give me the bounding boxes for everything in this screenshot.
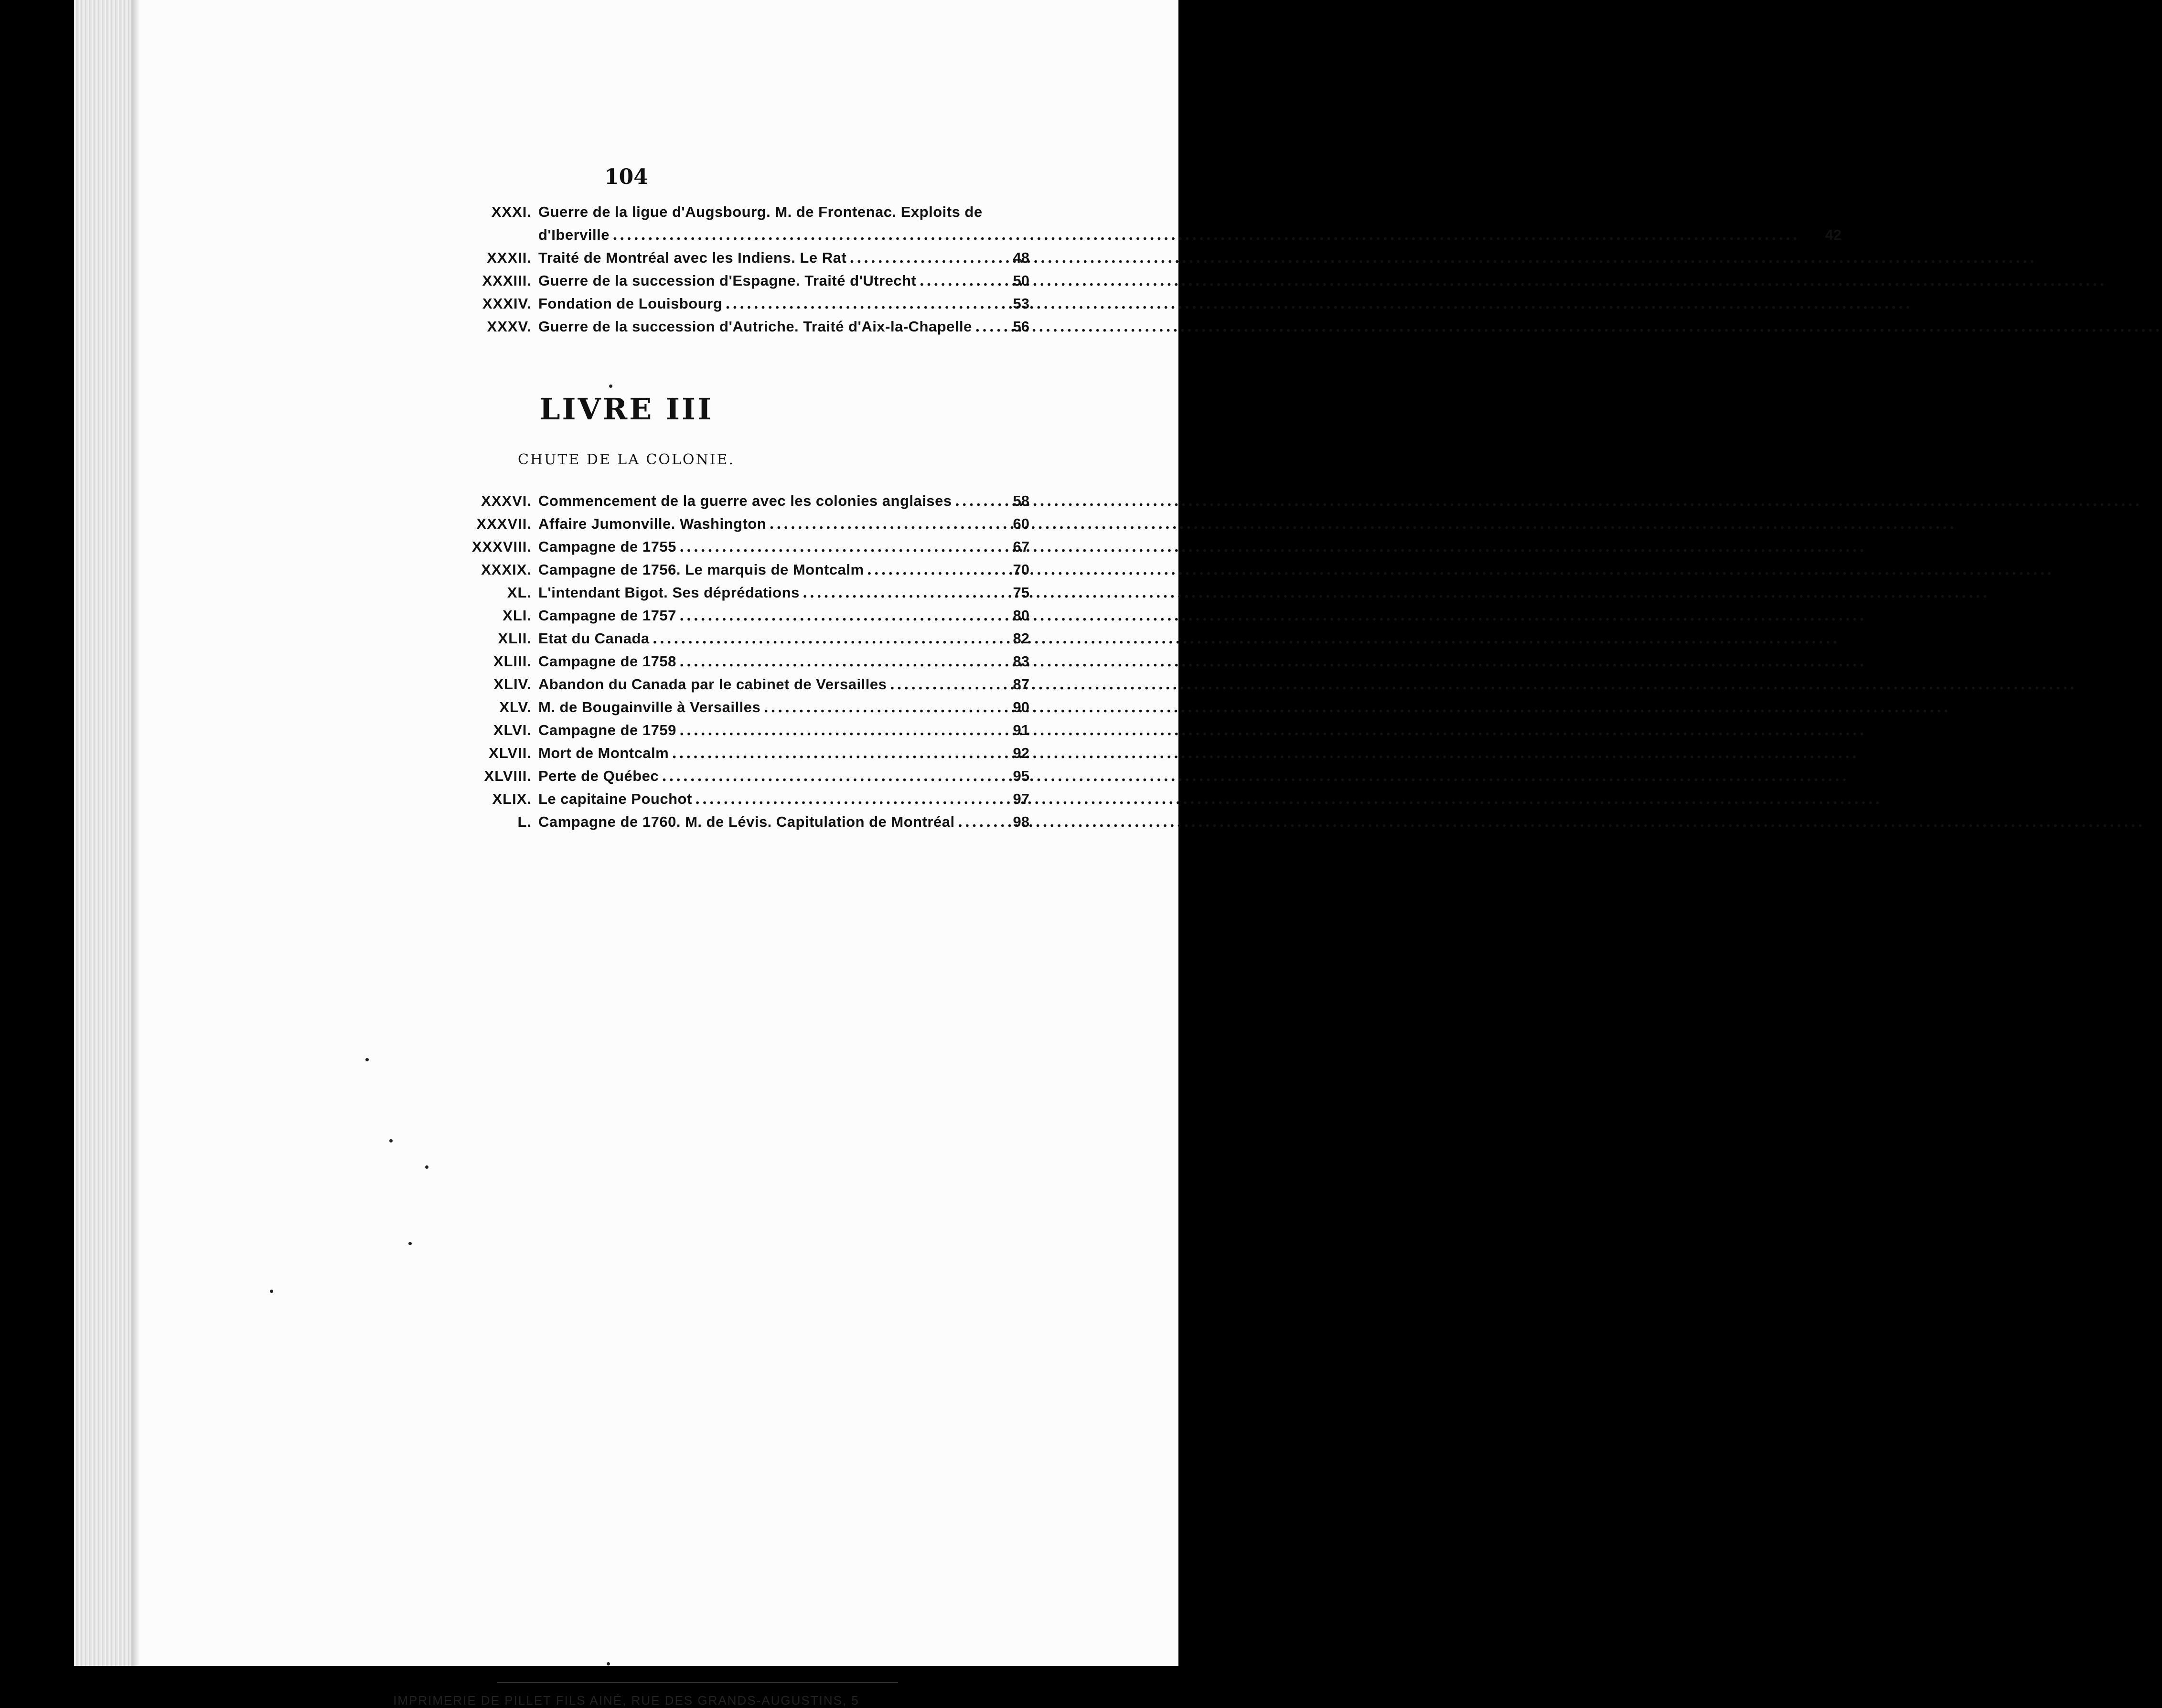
ink-speck [607, 1662, 610, 1665]
chapter-title-line [538, 224, 1808, 246]
chapter-title-wrap [538, 535, 996, 558]
table-of-contents-part-1 [408, 201, 1842, 338]
toc-entry [408, 246, 1029, 269]
toc-entry [408, 604, 1029, 627]
page-reference: 87 [1013, 676, 1029, 693]
chapter-number: XXXI. [491, 203, 532, 220]
chapter-title: L'intendant Bigot. Ses déprédations [538, 584, 800, 601]
document-page [74, 0, 1842, 1708]
ink-speck [408, 1242, 412, 1245]
printer-footer: IMPRIMERIE DE PILLET FILS AINÉ, RUE DES GRANDS-AUGUSTINS, 5 [393, 1693, 859, 1708]
leader-dots [695, 788, 1882, 811]
leader-dots [769, 512, 1956, 535]
chapter-title-wrap [538, 558, 996, 581]
toc-entry [408, 673, 1029, 696]
chapter-title: M. de Bougainville à Versailles [538, 699, 761, 715]
toc-entry [408, 201, 1842, 246]
chapter-title: Campagne de 1759 [538, 722, 676, 738]
chapter-number: XXXVII. [476, 515, 532, 532]
leader-dots [867, 558, 2054, 581]
chapter-title: Campagne de 1760. M. de Lévis. Capitulation de Montréal [538, 813, 955, 830]
page-reference: 90 [1013, 699, 1029, 715]
chapter-number: XXXVI. [481, 492, 532, 509]
page-content [74, 0, 1842, 1708]
page-number: 104 [604, 165, 648, 189]
leader-dots [653, 627, 1840, 650]
chapter-title: Etat du Canada [538, 630, 650, 647]
chapter-title: Guerre de la ligue d'Augsbourg. M. de Frontenac. Exploits de [538, 203, 983, 220]
chapter-number: L. [517, 813, 532, 830]
leader-dots [662, 765, 1849, 788]
chapter-title-wrap [538, 765, 996, 788]
chapter-title-wrap [538, 246, 996, 269]
page-reference: 50 [1013, 272, 1029, 289]
leader-dots [803, 581, 1990, 604]
toc-entry [408, 627, 1029, 650]
chapter-title-wrap [538, 292, 996, 315]
page-reference: 67 [1013, 538, 1029, 555]
chapter-title-line [538, 201, 1808, 224]
page-reference: 95 [1013, 768, 1029, 784]
chapter-title: Mort de Montcalm [538, 745, 669, 761]
toc-entry [408, 811, 1029, 833]
chapter-title: Abandon du Canada par le cabinet de Versailles [538, 676, 887, 693]
page-reference: 80 [1013, 607, 1029, 624]
chapter-number: XLVI. [493, 722, 532, 738]
leader-dots [679, 719, 1866, 742]
chapter-title-block [538, 201, 1808, 246]
leader-dots [672, 742, 1859, 765]
chapter-title-wrap [538, 673, 996, 696]
chapter-number: XLIII. [493, 653, 532, 670]
chapter-number: XLIX. [492, 790, 532, 807]
chapter-number: XXXII. [487, 249, 532, 266]
chapter-number: XXXIII. [482, 272, 532, 289]
leader-dots [679, 650, 1866, 673]
page-reference: 42 [1825, 226, 1842, 243]
page-reference: 48 [1013, 249, 1029, 266]
chapter-number: XL. [507, 584, 532, 601]
chapter-title: Fondation de Louisbourg [538, 295, 723, 312]
page-ref-wrap [1808, 201, 1841, 246]
chapter-title-wrap [538, 512, 996, 535]
chapter-number: XXXVIII. [471, 538, 532, 555]
toc-entry [408, 719, 1029, 742]
chapter-title-wrap [538, 269, 996, 292]
toc-entry [408, 512, 1029, 535]
chapter-title: Commencement de la guerre avec les colonies anglaises [538, 492, 952, 509]
ink-speck [270, 1290, 273, 1293]
leader-dots [919, 269, 2106, 292]
toc-entry [408, 315, 1029, 338]
chapter-number: XXXV. [487, 318, 532, 335]
page-reference: 98 [1013, 813, 1029, 830]
leader-dots [889, 673, 2076, 696]
leader-dots [725, 292, 1912, 315]
chapter-number: XXXIX. [481, 561, 532, 578]
chapter-title: Perte de Québec [538, 768, 659, 784]
leader-dots [958, 811, 2145, 833]
leader-dots [679, 535, 1866, 558]
chapter-title: Guerre de la succession d'Autriche. Traité d'Aix-la-Chapelle [538, 318, 972, 335]
leader-dots [612, 224, 1799, 246]
chapter-title-wrap [538, 490, 996, 512]
chapter-title: Traité de Montréal avec les Indiens. Le Rat [538, 249, 847, 266]
chapter-title-wrap [538, 627, 996, 650]
toc-entry [408, 490, 1029, 512]
chapter-title: Campagne de 1755 [538, 538, 676, 555]
page-reference: 92 [1013, 745, 1029, 761]
toc-entry [408, 269, 1029, 292]
page-reference: 58 [1013, 492, 1029, 509]
leader-dots [975, 315, 2162, 338]
chapter-number: XLVIII. [484, 768, 532, 784]
leader-dots [955, 490, 2142, 512]
chapter-number: XLV. [499, 699, 532, 715]
chapter-number: XLII. [498, 630, 532, 647]
page-reference: 75 [1013, 584, 1029, 601]
chapter-title-wrap [538, 719, 996, 742]
ink-speck [425, 1165, 428, 1169]
chapter-title: Affaire Jumonville. Washington [538, 515, 767, 532]
ink-speck [389, 1139, 393, 1142]
chapter-title-wrap [538, 315, 996, 338]
page-reference: 91 [1013, 722, 1029, 738]
ink-speck [609, 384, 612, 388]
leader-dots [763, 696, 1950, 719]
page-reference: 70 [1013, 561, 1029, 578]
toc-entry [408, 650, 1029, 673]
table-of-contents-part-2 [408, 490, 1029, 833]
book-heading: LIVRE III [539, 392, 714, 427]
chapter-title-wrap [538, 696, 996, 719]
toc-entry [408, 742, 1029, 765]
chapter-title: d'Iberville [538, 226, 610, 243]
chapter-title: Campagne de 1758 [538, 653, 676, 670]
chapter-title-wrap [538, 604, 996, 627]
chapter-number: XXXIV. [482, 295, 532, 312]
book-subheading: CHUTE DE LA COLONIE. [517, 451, 735, 468]
chapter-number: XLIV. [493, 676, 532, 693]
page-reference: 53 [1013, 295, 1029, 312]
page-reference: 60 [1013, 515, 1029, 532]
chapter-title: Campagne de 1756. Le marquis de Montcalm [538, 561, 864, 578]
chapter-title-wrap [538, 581, 996, 604]
toc-entry [408, 292, 1029, 315]
toc-entry [408, 696, 1029, 719]
toc-entry [408, 558, 1029, 581]
leader-dots [679, 604, 1866, 627]
chapter-title-wrap [538, 788, 996, 811]
page-reference: 97 [1013, 790, 1029, 807]
toc-entry [408, 788, 1029, 811]
chapter-number: XLI. [503, 607, 532, 624]
footer-rule [497, 1682, 898, 1683]
chapter-title-wrap [538, 650, 996, 673]
toc-entry [408, 535, 1029, 558]
page-reference: 82 [1013, 630, 1029, 647]
chapter-title: Campagne de 1757 [538, 607, 676, 624]
chapter-title: Guerre de la succession d'Espagne. Traité d'Utrecht [538, 272, 917, 289]
chapter-title-wrap [538, 811, 996, 833]
toc-entry [408, 765, 1029, 788]
page-reference: 83 [1013, 653, 1029, 670]
toc-entry [408, 581, 1029, 604]
page-reference: 56 [1013, 318, 1029, 335]
chapter-title: Le capitaine Pouchot [538, 790, 692, 807]
chapter-number: XLVII. [489, 745, 532, 761]
ink-speck [365, 1058, 369, 1061]
chapter-title-wrap [538, 742, 996, 765]
